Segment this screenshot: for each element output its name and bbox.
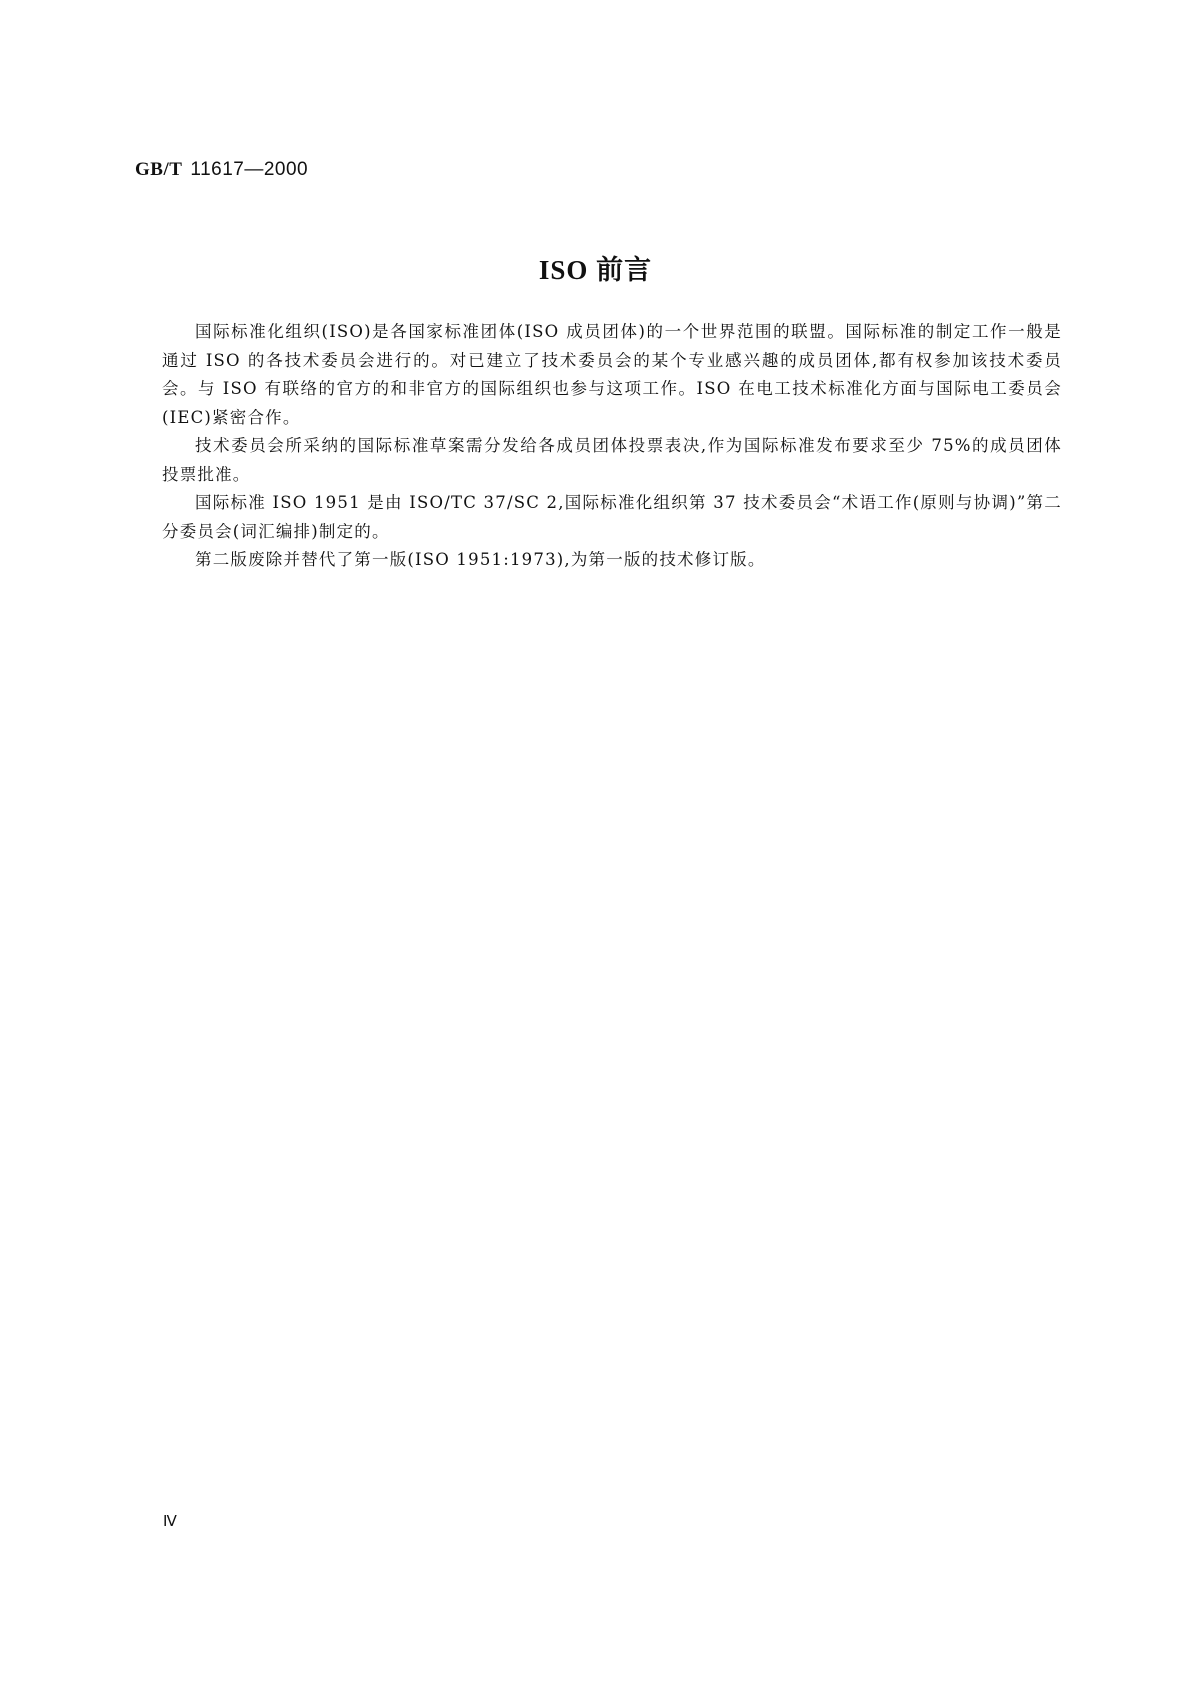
- paragraph: 技术委员会所采纳的国际标准草案需分发给各成员团体投票表决,作为国际标准发布要求至少 75%的成员团体投票批准。: [162, 436, 1062, 484]
- foreword-body: [162, 318, 1062, 575]
- paragraph: 第二版废除并替代了第一版(ISO 1951:1973),为第一版的技术修订版。: [195, 550, 766, 569]
- paragraph: 国际标准 ISO 1951 是由 ISO/TC 37/SC 2,国际标准化组织第 37 技术委员会“术语工作(原则与协调)”第二分委员会(词汇编排)制定的。: [162, 493, 1062, 541]
- document-header: [135, 158, 308, 181]
- page-title: ISO 前言: [538, 255, 653, 285]
- standard-prefix: GB/T: [135, 159, 183, 180]
- page-number: Ⅳ: [163, 1514, 177, 1530]
- standard-number: 11617—2000: [190, 159, 309, 180]
- paragraph: 国际标准化组织(ISO)是各国家标准团体(ISO 成员团体)的一个世界范围的联盟。国际标准的制定工作一般是通过 ISO 的各技术委员会进行的。对已建立了技术委员会的某个专业感兴趣的成员团体,都有权参加该技术委员会。与 ISO 有联络的官方的和非官方的国际组织也参与这项工作。ISO 在电工技术标准化方面与国际电工委员会(IEC)紧密合作。: [162, 322, 1062, 427]
